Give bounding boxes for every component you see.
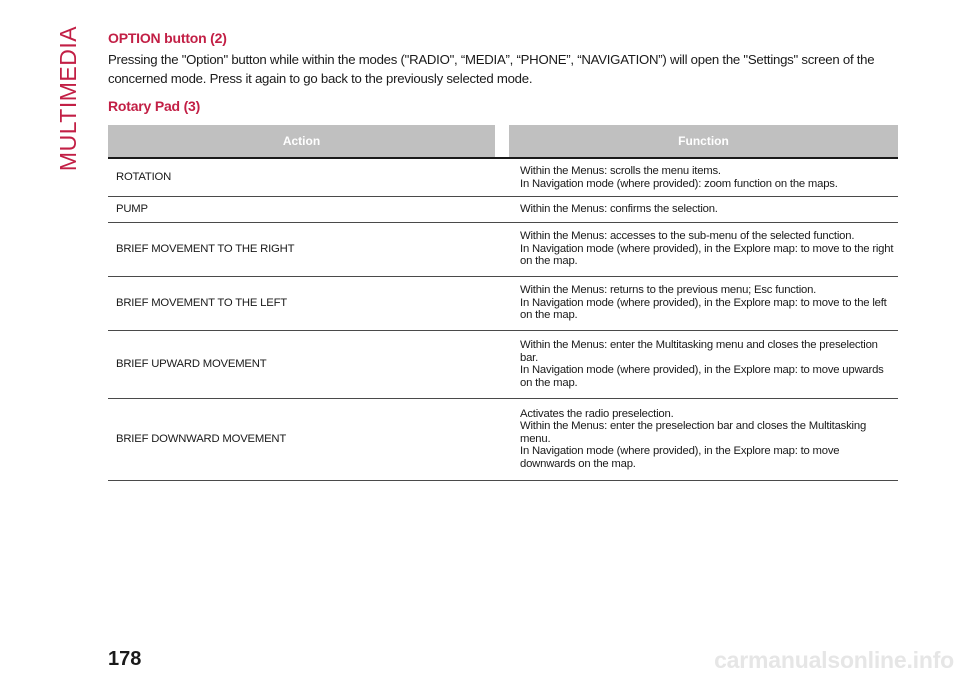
function-line: Within the Menus: accesses to the sub-menu of the selected function. — [520, 230, 855, 243]
function-line: Activates the radio preselection. — [520, 407, 674, 420]
table-row — [108, 330, 898, 398]
header-spacer — [495, 125, 509, 158]
table-header-row — [108, 125, 898, 158]
spacer-cell — [495, 222, 509, 276]
action-cell: ROTATION — [108, 158, 495, 197]
table-row — [108, 158, 898, 197]
spacer-cell — [495, 398, 509, 480]
function-line: Within the Menus: confirms the selection. — [520, 203, 718, 215]
spacer-cell — [495, 197, 509, 223]
watermark-text: carmanualsonline.info — [714, 647, 954, 673]
page-number: 178 — [108, 648, 142, 670]
function-cell — [509, 197, 898, 223]
function-column-header: Function — [509, 125, 898, 158]
table-row — [108, 276, 898, 330]
function-cell — [509, 330, 898, 398]
function-line: In Navigation mode (where provided), in the Explore map: to move to the right on the map. — [520, 242, 894, 268]
function-cell — [509, 276, 898, 330]
rotary-pad-table — [108, 125, 898, 481]
function-line: Within the Menus: enter the Multitasking menu and closes the preselection bar. — [520, 339, 878, 364]
spacer-cell — [495, 276, 509, 330]
function-line: In Navigation mode (where provided): zoom function on the maps. — [520, 177, 838, 190]
section-side-title — [55, 25, 82, 171]
option-button-description: Pressing the "Option" button while within the modes ("RADIO", “MEDIA”, “PHONE”, “NAVIGATION”) will open the "Settings" screen of the concerned mode. Press it again to go back to the previously selected mode. — [108, 52, 875, 86]
table-row — [108, 197, 898, 223]
action-cell: BRIEF DOWNWARD MOVEMENT — [108, 398, 495, 480]
action-cell: BRIEF MOVEMENT TO THE LEFT — [108, 276, 495, 330]
rotary-pad-heading: Rotary Pad (3) — [108, 98, 201, 114]
action-cell: BRIEF MOVEMENT TO THE RIGHT — [108, 222, 495, 276]
action-cell: BRIEF UPWARD MOVEMENT — [108, 330, 495, 398]
option-button-heading: OPTION button (2) — [108, 30, 227, 46]
function-cell — [509, 398, 898, 480]
function-cell — [509, 222, 898, 276]
table-row — [108, 222, 898, 276]
function-line: Within the Menus: scrolls the menu items. — [520, 165, 721, 177]
function-line: Within the Menus: enter the preselection bar and closes the Multitasking menu. — [520, 420, 867, 445]
table-row — [108, 398, 898, 480]
function-line: In Navigation mode (where provided), in the Explore map: to move downwards on the map. — [520, 445, 840, 470]
action-cell: PUMP — [108, 197, 495, 223]
side-title-text: MULTIMEDIA — [55, 25, 82, 171]
function-cell — [509, 158, 898, 197]
function-line: In Navigation mode (where provided), in the Explore map: to move upwards on the map. — [520, 364, 884, 389]
page-content — [108, 30, 900, 114]
spacer-cell — [495, 158, 509, 197]
function-line: In Navigation mode (where provided), in the Explore map: to move to the left on the map. — [520, 296, 887, 322]
function-line: Within the Menus: returns to the previous menu; Esc function. — [520, 284, 817, 297]
action-column-header: Action — [108, 125, 495, 158]
table-body — [108, 158, 898, 480]
spacer-cell — [495, 330, 509, 398]
